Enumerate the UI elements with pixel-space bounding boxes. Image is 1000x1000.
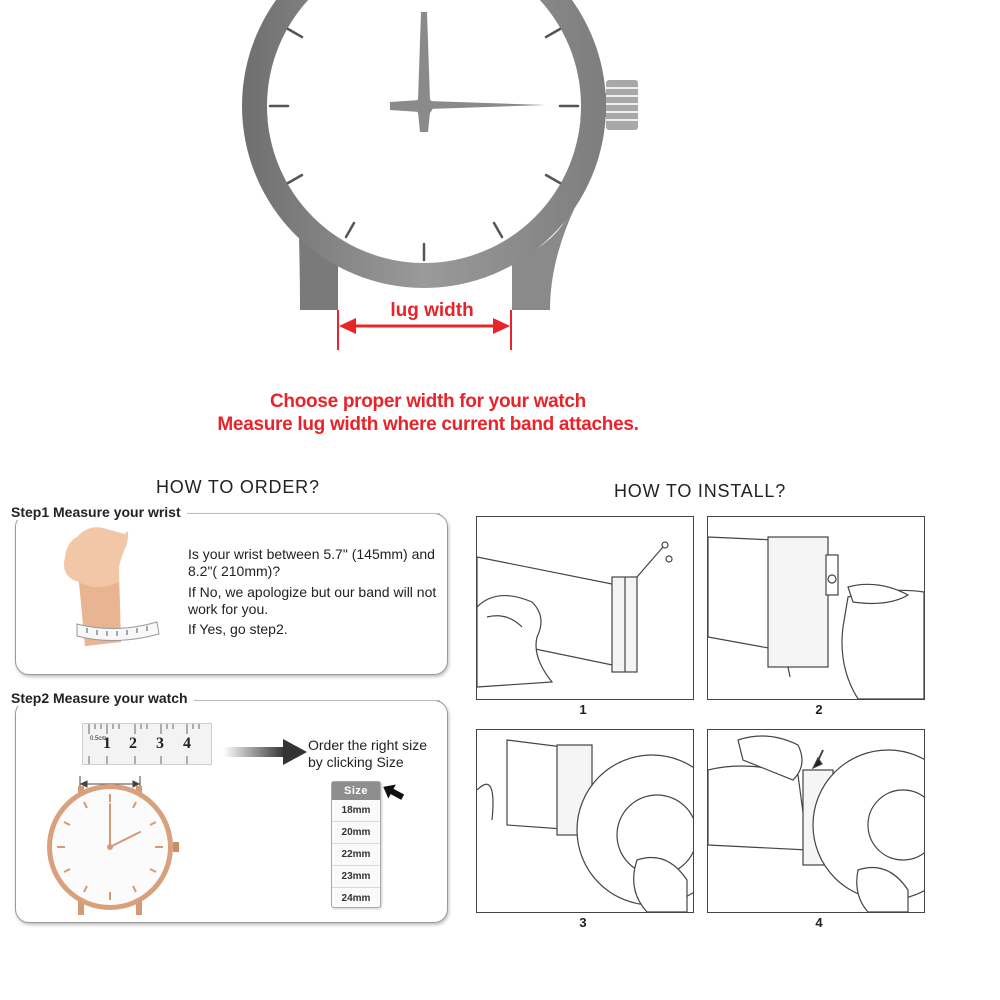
install-panel-1 [476,516,694,700]
step1-question: Is your wrist between 5.7" (145mm) and 8.2"( 210mm)? [188,546,435,579]
step1-divider [180,513,440,514]
install-panel-2 [707,516,925,700]
install-step-number-1: 1 [579,702,587,717]
lug-width-label: lug width [374,300,490,322]
how-to-order-title: HOW TO ORDER? [156,477,320,497]
wrist-measure-illustration [55,522,175,652]
size-option-18mm[interactable]: 18mm [332,800,380,822]
headline-line2: Measure lug width where current band attaches. [217,414,639,435]
install-step-number-2: 2 [815,702,823,717]
step2-divider [195,700,440,701]
size-option-23mm[interactable]: 23mm [332,866,380,888]
step1-yes-text: If Yes, go step2. [188,621,288,637]
size-option-22mm[interactable]: 22mm [332,844,380,866]
step1-no-text: If No, we apologize but our band will not work for you. [188,584,437,617]
step2-label: Step2 Measure your watch [11,690,194,706]
ruler-mark-2: 2 [129,735,137,752]
headline-line1: Choose proper width for your watch [270,391,586,412]
how-to-install-title: HOW TO INSTALL? [614,481,787,501]
size-selector[interactable] [331,781,381,908]
install-panel-3 [476,729,694,913]
ruler-unit: 0.5cm [90,736,107,742]
lug-width-diagram [0,0,1000,370]
install-panel-4 [707,729,925,913]
install-step-number-3: 3 [579,915,587,930]
order-arrow-icon [223,738,308,766]
rose-gold-watch [40,770,190,920]
size-option-24mm[interactable]: 24mm [341,893,371,904]
pointer-arrow-icon [380,782,406,804]
install-step-number-4: 4 [815,915,823,930]
ruler [82,723,212,765]
ruler-mark-3: 3 [156,735,164,752]
ruler-mark-1: 1 [103,735,111,752]
step1-label: Step1 Measure your wrist [11,504,187,520]
size-option-20mm[interactable]: 20mm [332,822,380,844]
order-instruction: Order the right size by clicking Size [308,737,428,770]
ruler-mark-4: 4 [183,735,191,752]
size-header[interactable]: Size [332,782,380,800]
